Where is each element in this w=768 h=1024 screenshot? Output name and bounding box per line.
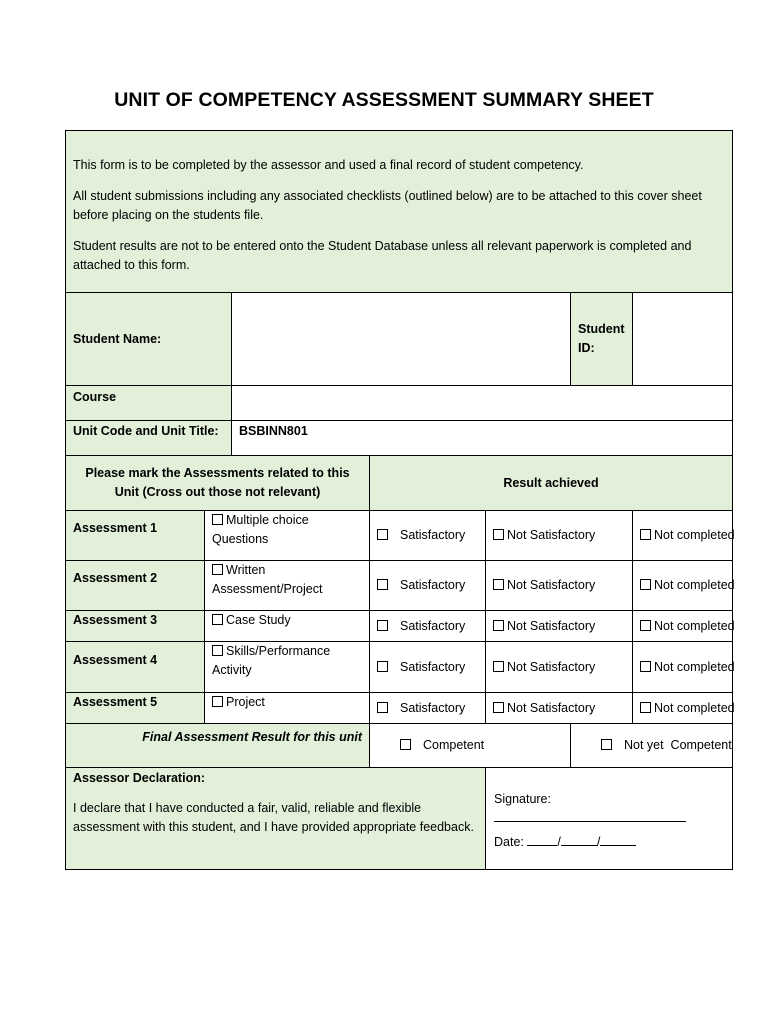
assessment-type-label: Case Study: [226, 613, 291, 627]
assessment-type-label: Written Assessment/Project: [212, 563, 323, 596]
checkbox-icon[interactable]: [377, 661, 388, 672]
not-satisfactory-label: Not Satisfactory: [507, 528, 596, 542]
declaration-heading: Assessor Declaration:: [73, 771, 206, 785]
assessment-type-option[interactable]: [205, 611, 370, 642]
intro-paragraph-3: Student results are not to be entered onto the Student Database unless all relevant paperwork is completed and attached to this form.: [73, 239, 692, 272]
not-completed-label: Not completed: [654, 659, 735, 674]
not-satisfactory-option[interactable]: [486, 611, 633, 642]
checkbox-icon[interactable]: [377, 620, 388, 631]
page-title: UNIT OF COMPETENCY ASSESSMENT SUMMARY SHEET: [114, 89, 654, 111]
assessment-row: [66, 611, 733, 642]
unit-code-value[interactable]: BSBINN801: [232, 421, 733, 456]
signature-label: Signature:: [494, 791, 551, 806]
date-month-blank[interactable]: [561, 833, 597, 846]
checkbox-icon[interactable]: [493, 620, 504, 631]
checkbox-icon[interactable]: [212, 564, 223, 575]
not-satisfactory-label: Not Satisfactory: [507, 578, 596, 592]
not-completed-option[interactable]: [633, 642, 733, 693]
assessment-type-option[interactable]: [205, 561, 370, 611]
not-completed-label: Not completed: [654, 700, 735, 715]
not-yet-competent-option[interactable]: [571, 724, 733, 768]
intro-section: [66, 131, 733, 293]
date-label: Date:: [494, 834, 524, 849]
assessment-label: Assessment 3: [66, 611, 205, 642]
assessment-type-label: Project: [226, 695, 265, 709]
student-name-label: Student Name:: [66, 293, 232, 386]
checkbox-icon[interactable]: [640, 702, 651, 713]
checkbox-icon[interactable]: [640, 661, 651, 672]
checkbox-icon[interactable]: [640, 529, 651, 540]
unit-code-label: Unit Code and Unit Title:: [66, 421, 232, 456]
not-completed-label: Not completed: [654, 528, 735, 542]
student-id-label: Student ID:: [571, 293, 633, 386]
not-satisfactory-option[interactable]: [486, 642, 633, 693]
competent-label: Competent: [423, 738, 485, 752]
satisfactory-option[interactable]: [370, 561, 486, 611]
assessment-label: Assessment 2: [66, 561, 205, 611]
final-result-label: Final Assessment Result for this unit: [66, 724, 370, 768]
assessment-label: Assessment 5: [66, 693, 205, 724]
not-completed-label: Not completed: [654, 578, 735, 592]
checkbox-icon[interactable]: [640, 620, 651, 631]
assessment-form: [65, 130, 733, 870]
course-label: Course: [66, 386, 232, 421]
checkbox-icon[interactable]: [493, 702, 504, 713]
date-year-blank[interactable]: [600, 833, 636, 846]
assessment-type-option[interactable]: [205, 511, 370, 561]
checkbox-icon[interactable]: [601, 739, 612, 750]
checkbox-icon[interactable]: [212, 696, 223, 707]
checkbox-icon[interactable]: [377, 529, 388, 540]
not-completed-option[interactable]: [633, 561, 733, 611]
assessment-row: [66, 561, 733, 611]
satisfactory-label: Satisfactory: [400, 700, 466, 715]
assessment-type-label: Multiple choice Questions: [212, 513, 309, 546]
checkbox-icon[interactable]: [377, 579, 388, 590]
checkbox-icon[interactable]: [493, 529, 504, 540]
satisfactory-label: Satisfactory: [400, 618, 466, 633]
signature-line[interactable]: [494, 790, 725, 828]
satisfactory-option[interactable]: [370, 693, 486, 724]
satisfactory-label: Satisfactory: [400, 528, 466, 542]
date-separator: /: [596, 834, 601, 849]
not-satisfactory-option[interactable]: [486, 561, 633, 611]
checkbox-icon[interactable]: [640, 579, 651, 590]
satisfactory-label: Satisfactory: [400, 659, 466, 674]
not-satisfactory-label: Not Satisfactory: [507, 700, 596, 715]
declaration-text: I declare that I have conducted a fair, valid, reliable and flexible assessment with this student, and I have provided appropriate feedback.: [73, 801, 474, 834]
assessment-label: Assessment 1: [66, 511, 205, 561]
checkbox-icon[interactable]: [377, 702, 388, 713]
not-satisfactory-label: Not Satisfactory: [507, 659, 596, 674]
checkbox-icon[interactable]: [400, 739, 411, 750]
signature-section: [486, 768, 733, 870]
course-field[interactable]: [232, 386, 733, 421]
assessment-type-label: Skills/Performance Activity: [212, 644, 331, 677]
checkbox-icon[interactable]: [212, 614, 223, 625]
satisfactory-option[interactable]: [370, 642, 486, 693]
satisfactory-label: Satisfactory: [400, 578, 466, 592]
not-satisfactory-label: Not Satisfactory: [507, 618, 596, 633]
date-line[interactable]: [494, 833, 725, 852]
assessor-declaration: [66, 768, 486, 870]
student-name-field[interactable]: [232, 293, 571, 386]
not-completed-option[interactable]: [633, 693, 733, 724]
not-satisfactory-option[interactable]: [486, 693, 633, 724]
checkbox-icon[interactable]: [493, 579, 504, 590]
assessment-row: [66, 511, 733, 561]
assessment-type-option[interactable]: [205, 693, 370, 724]
not-yet-competent-label: Not yet Competent: [624, 738, 732, 752]
intro-paragraph-2: All student submissions including any associated checklists (outlined below) are to be attached to this cover sheet before placing on the students file.: [73, 189, 702, 222]
signature-blank[interactable]: [494, 809, 686, 822]
checkbox-icon[interactable]: [493, 661, 504, 672]
date-day-blank[interactable]: [527, 833, 557, 846]
assessment-type-option[interactable]: [205, 642, 370, 693]
not-completed-option[interactable]: [633, 511, 733, 561]
assessments-header-instructions: Please mark the Assessments related to this Unit (Cross out those not relevant): [66, 456, 370, 511]
not-satisfactory-option[interactable]: [486, 511, 633, 561]
not-completed-label: Not completed: [654, 618, 735, 633]
satisfactory-option[interactable]: [370, 611, 486, 642]
checkbox-icon[interactable]: [212, 645, 223, 656]
assessment-label: Assessment 4: [66, 642, 205, 693]
checkbox-icon[interactable]: [212, 514, 223, 525]
assessment-row: [66, 642, 733, 693]
satisfactory-option[interactable]: [370, 511, 486, 561]
student-id-field[interactable]: [633, 293, 733, 386]
assessment-row: [66, 693, 733, 724]
intro-paragraph-1: This form is to be completed by the assessor and used a final record of student competency.: [73, 158, 584, 172]
date-separator: /: [557, 834, 561, 849]
not-completed-option[interactable]: [633, 611, 733, 642]
result-achieved-header: Result achieved: [370, 456, 733, 511]
competent-option[interactable]: [370, 724, 571, 768]
